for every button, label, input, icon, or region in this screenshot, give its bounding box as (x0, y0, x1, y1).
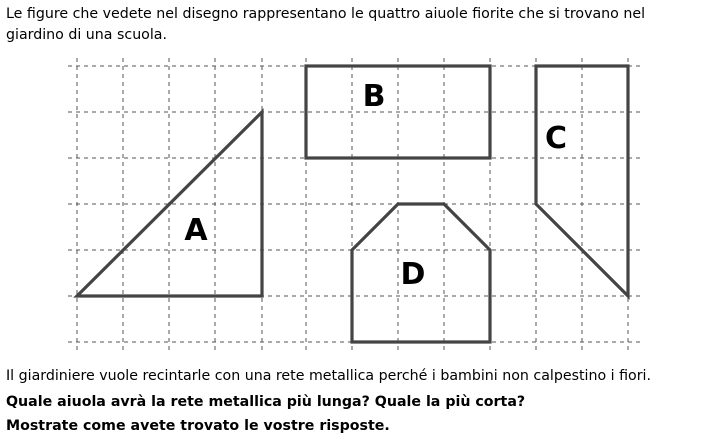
label-d: D (400, 257, 426, 292)
explain-prompt: Mostrate come avete trovato le vostre risposte. (6, 418, 390, 434)
question-text: Quale aiuola avrà la rete metallica più lunga? Quale la più corta? (6, 394, 526, 410)
grid (68, 58, 640, 352)
instruction-text: Il giardiniere vuole recintarle con una rete metallica perché i bambini non calpestino i fiori. (6, 368, 652, 384)
label-b: B (362, 79, 386, 114)
intro-line-2: giardino di una scuola. (6, 27, 168, 43)
intro-line-1: Le figure che vedete nel disegno rappresentano le quattro aiuole fiorite che si trovano nel (6, 6, 646, 22)
label-a: A (184, 213, 208, 248)
label-c: C (544, 121, 568, 156)
